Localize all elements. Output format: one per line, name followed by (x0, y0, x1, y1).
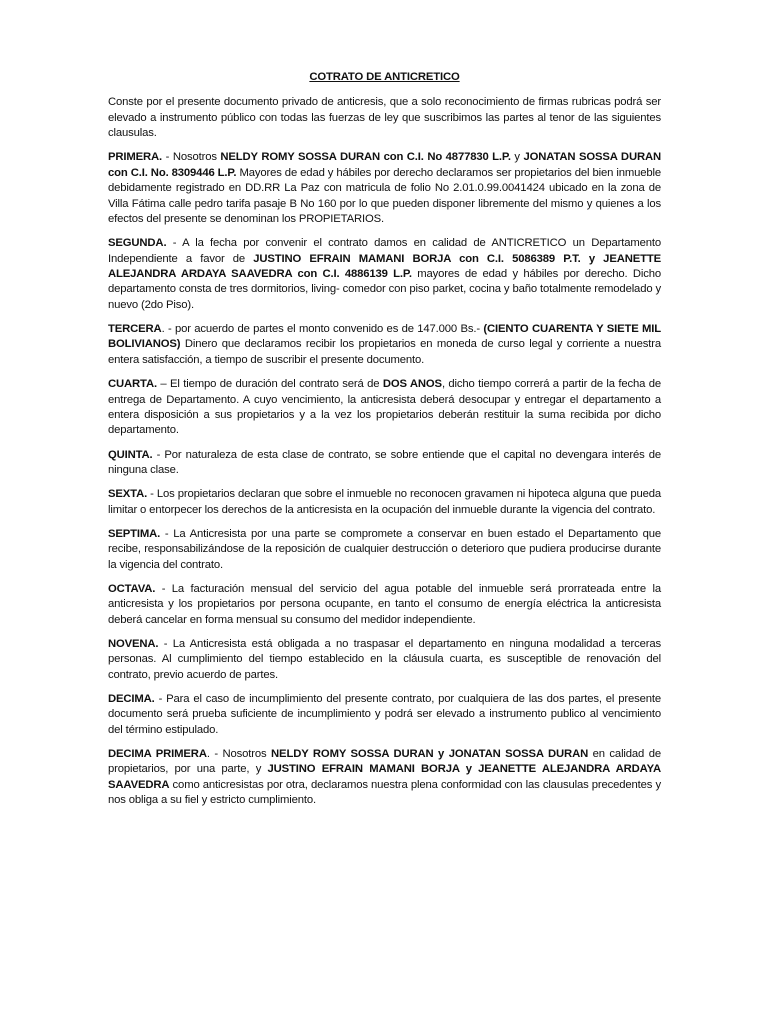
clause-paragraph (108, 448, 661, 479)
bold-text: (CIENTO CUARENTA Y SIETE MIL BOLIVIANOS) (108, 323, 661, 351)
text-run: como anticresistas por otra, declaramos nuestra plena conformidad con las clausulas precedentes y nos obliga a su fiel y estricto cumplimiento. (108, 778, 661, 807)
document-body (108, 95, 661, 808)
bold-text: JUSTINO EFRAIN MAMANI BORJA y JEANETTE ALEJANDRA ARDAYA SAAVEDRA (108, 763, 662, 791)
clause-paragraph (108, 322, 661, 368)
text-run: mayores de edad y hábiles por derecho. Dicho departamento consta de tres dormitorios, living- comedor con piso parket, cocina y baño totalmente remodelado y nuevo (2do Piso). (108, 268, 661, 311)
text-run: - La Anticresista está obligada a no traspasar el departamento en ninguna modalidad a terceras personas. Al cumplimiento del tiempo establecido en la cláusula cuarta, es susceptible de renovación del contrato, previo acuerdo de partes. (108, 637, 661, 681)
clause-paragraph (108, 150, 661, 227)
bold-text: DECIMA. (108, 692, 155, 705)
bold-text: SEPTIMA. (108, 527, 161, 540)
text-run: en calidad de propietarios, por una parte, y (108, 747, 661, 776)
text-run: - Nosotros (162, 151, 221, 164)
text-run: . - por acuerdo de partes el monto convenido es de 147.000 Bs.- (161, 323, 484, 336)
bold-text: NELDY ROMY SOSSA DURAN y JONATAN SOSSA DURAN (271, 747, 589, 760)
text-run: Dinero que declaramos recibir los propietarios en moneda de curso legal y corriente a nuestra entera satisfacción, a tiempo de suscribir el presente documento. (108, 338, 661, 366)
bold-text: SEXTA. (108, 488, 148, 501)
document-title: COTRATO DE ANTICRETICO (309, 71, 460, 83)
text-run: - La facturación mensual del servicio del agua potable del inmueble será prorrateada entre la anticresista y los propietarios por persona ocupante, en tanto el consumo de energía eléctrica la anticresista deberá cancelar en forma mensual su consumo del medidor independiente. (108, 582, 661, 626)
clause-paragraph (108, 527, 661, 573)
text-run: Mayores de edad y hábiles por derecho declaramos ser propietarios del bien inmueble debidamente registrado en DD.RR La Paz con matricula de folio No 2.01.0.99.0041424 ubicado en la zona de Villa Fátima calle pedro tarifa pasaje B No 160 por lo que pueden disponer libremente del mismo y quienes a los efectos del presente se denominan los PROPIETARIOS. (108, 166, 661, 226)
clause-paragraph (108, 692, 661, 738)
text-run: – El tiempo de duración del contrato será de (156, 378, 383, 391)
bold-text: TERCERA (108, 323, 162, 336)
bold-text: DECIMA PRIMERA (108, 747, 207, 760)
clause-paragraph (108, 487, 661, 518)
clause-paragraph (108, 582, 661, 628)
document-page (108, 60, 661, 817)
bold-text: QUINTA. (108, 448, 153, 461)
bold-text: NOVENA. (108, 637, 159, 650)
clause-paragraph (108, 236, 661, 313)
clause-paragraph (108, 637, 661, 683)
bold-text: OCTAVA. (108, 582, 156, 595)
bold-text: JONATAN SOSSA DURAN con C.I. No. 8309446 L.P. (108, 151, 661, 179)
bold-text: DOS ANOS (382, 378, 442, 391)
clause-paragraph (108, 377, 661, 439)
text-run: - Para el caso de incumplimiento del presente contrato, por cualquiera de las dos partes, el presente documento será prueba suficiente de incumplimiento y podrá ser elevado a instrumento publico al vencimiento del término estipulado. (108, 692, 661, 736)
bold-text: PRIMERA. (108, 151, 163, 164)
text-run: - La Anticresista por una parte se compromete a conservar en buen estado el Departamento que recibe, responsabilizándose de la reposición de cualquier destrucción o deterioro que pudiera producirse durante la vigencia del contrato. (108, 527, 661, 571)
clause-paragraph (108, 747, 661, 809)
bold-text: NELDY ROMY SOSSA DURAN con C.I. No 4877830 L.P. (220, 151, 511, 164)
text-run: , dicho tiempo correrá a partir de la fecha de entrega de Departamento. A cuyo vencimiento, la anticresista deberá desocupar y entregar el departamento a entera disposición a sus propietarios y a la vez los propietarios deberán restituir la suma recibida por dicho departamento. (108, 378, 662, 437)
text-run: y (510, 151, 524, 164)
intro-paragraph (108, 95, 661, 141)
bold-text: SEGUNDA. (108, 237, 167, 250)
text-run: . - Nosotros (206, 747, 272, 760)
text-run: - A la fecha por convenir el contrato damos en calidad de ANTICRETICO un Departamento Independiente a favor de (108, 237, 661, 265)
bold-text: CUARTA. (108, 378, 157, 391)
text-run: Conste por el presente documento privado de anticresis, que a solo reconocimiento de firmas rubricas podrá ser elevado a instrumento público con todas las fuerzas de ley que suscribimos las partes al tenor de las siguientes clausulas. (108, 96, 661, 140)
text-run: - Los propietarios declaran que sobre el inmueble no reconocen gravamen ni hipoteca alguna que pueda limitar o entorpecer los derechos de la anticresista en la ocupación del inmueble durante la vigencia del contrato. (108, 488, 661, 516)
bold-text: JUSTINO EFRAIN MAMANI BORJA con C.I. 5086389 P.T. y JEANETTE ALEJANDRA ARDAYA SAAVEDRA con C.I. 4886139 L.P. (108, 252, 661, 281)
text-run: - Por naturaleza de esta clase de contrato, se sobre entiende que el capital no devengara interés de ninguna clase. (108, 448, 661, 476)
